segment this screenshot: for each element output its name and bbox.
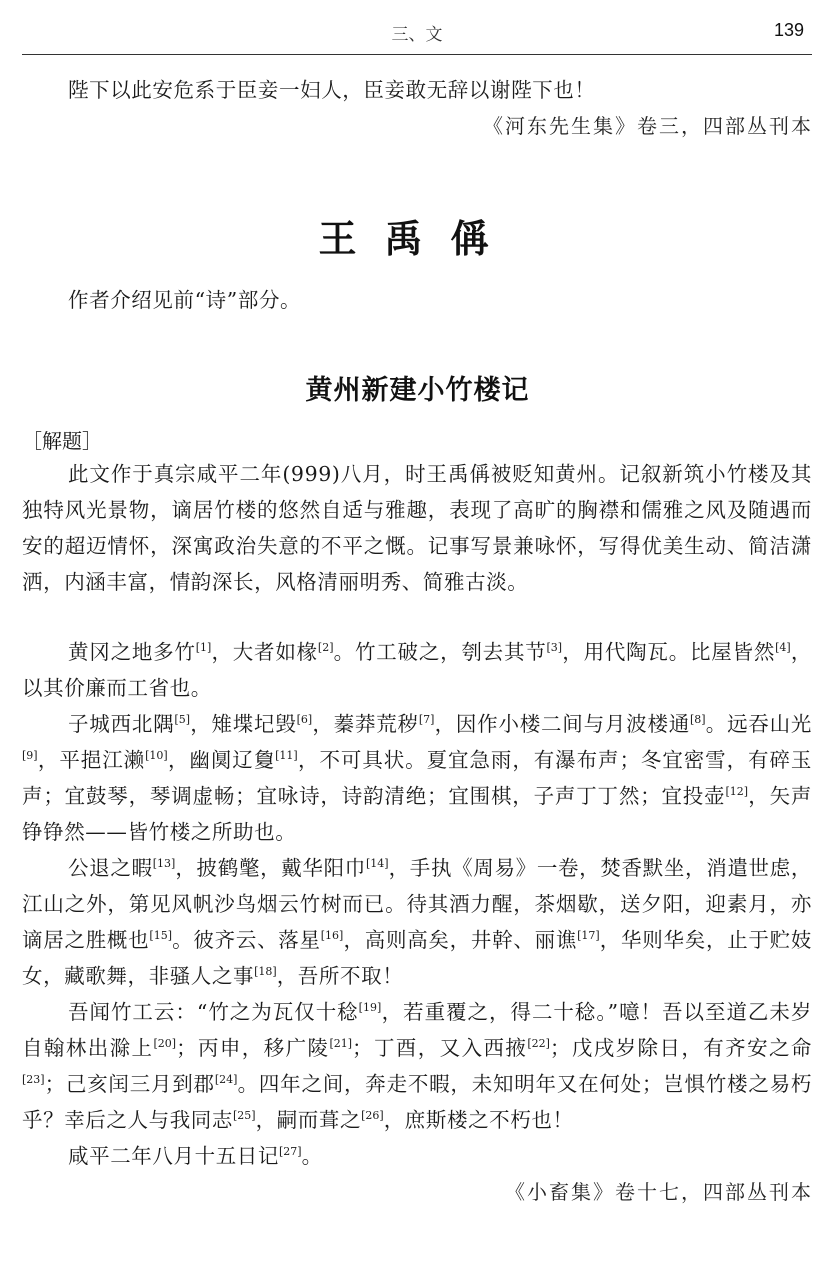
footnote-marker: [25]: [233, 1109, 256, 1123]
footnote-marker: [10]: [145, 749, 168, 763]
previous-text-last-line: 陛下以此安危系于臣妾一妇人，臣妾敢无辞以谢陛下也！: [68, 78, 596, 102]
footnote-marker: [1]: [195, 641, 212, 655]
section-title: 三、文: [391, 25, 443, 45]
footnote-marker: [24]: [214, 1073, 238, 1087]
footnote-marker: [18]: [254, 965, 277, 979]
footnote-marker: [6]: [296, 713, 313, 727]
footnote-marker: [3]: [546, 641, 563, 655]
essay-title: 黄州新建小竹楼记: [305, 375, 530, 406]
essay-source: 《小畜集》卷十七，四部丛刊本: [505, 1180, 813, 1204]
footnote-marker: [5]: [174, 713, 191, 727]
essay-paragraph-2: 子城西北隅[5]，雉堞圮毁[6]，蓁莽荒秽[7]，因作小楼二间与月波楼通[8]。远吞山光[9]，平挹江濑[10]，幽阒辽敻[11]，不可具状。夏宜急雨，有瀑布声；冬宜密雪，有碎玉声；宜鼓琴，琴调虚畅；宜咏诗，诗韵清绝；宜围棋，子声丁丁然；宜投壶[12]，矢声铮铮然——皆竹楼之所助也。: [22, 712, 813, 844]
footnote-marker: [9]: [22, 749, 38, 763]
essay-paragraph-5: 咸平二年八月十五日记[27]。: [68, 1144, 323, 1168]
footnote-marker: [4]: [775, 641, 791, 655]
previous-text-source: 《河东先生集》卷三，四部丛刊本: [483, 114, 813, 138]
essay-paragraph-3: 公退之暇[13]，披鹤氅，戴华阳巾[14]，手执《周易》一卷，焚香默坐，消遣世虑，江山之外，第见风帆沙鸟烟云竹树而已。待其酒力醒，茶烟歇，送夕阳，迎素月，亦谪居之胜概也[15]。彼齐云、落星[16]，高则高矣，井幹、丽谯[17]，华则华矣，止于贮妓女，藏歌舞，非骚人之事[18]，吾所不取！: [22, 856, 813, 988]
page-number: 139: [773, 20, 804, 40]
jieti-paragraph: 此文作于真宗咸平二年(999)八月，时王禹偁被贬知黄州。记叙新筑小竹楼及其独特风光景物，谪居竹楼的悠然自适与雅趣，表现了高旷的胸襟和儒雅之风及随遇而安的超迈情怀，深寓政治失意的不平之慨。记事写景兼咏怀，写得优美生动、简洁潇洒，内涵丰富，情韵深长，风格清丽明秀、简雅古淡。: [22, 462, 812, 594]
footnote-marker: [14]: [365, 857, 389, 871]
jieti-label: ［解题］: [22, 429, 102, 453]
footnote-marker: [27]: [279, 1145, 302, 1159]
author-intro: 作者介绍见前“诗”部分。: [68, 288, 302, 312]
footnote-marker: [11]: [275, 749, 298, 763]
footnote-marker: [23]: [22, 1073, 45, 1087]
essay-paragraph-1: 黄冈之地多竹[1]，大者如椽[2]。竹工破之，刳去其节[3]，用代陶瓦。比屋皆然[4]，以其价廉而工省也。: [22, 640, 813, 700]
footnote-marker: [22]: [527, 1037, 550, 1051]
footnote-marker: [21]: [329, 1037, 353, 1051]
author-name: 王禹偁: [318, 217, 517, 261]
footnote-marker: [2]: [317, 641, 334, 655]
footnote-marker: [8]: [690, 713, 706, 727]
footnote-marker: [19]: [358, 1001, 382, 1015]
footnote-marker: [15]: [149, 929, 172, 943]
essay-paragraph-4: 吾闻竹工云：“竹之为瓦仅十稔[19]，若重覆之，得二十稔。”噫！吾以至道乙未岁自翰林出滁上[20]；丙申，移广陵[21]；丁酉，又入西掖[22]；戊戌岁除日，有齐安之命[23]；己亥闰三月到郡[24]。四年之间，奔走不暇，未知明年又在何处；岂惧竹楼之易朽乎？幸后之人与我同志[25]，嗣而葺之[26]，庶斯楼之不朽也！: [22, 1000, 813, 1132]
footnote-marker: [16]: [320, 929, 344, 943]
footnote-marker: [7]: [418, 713, 435, 727]
footnote-marker: [12]: [725, 785, 749, 799]
footnote-marker: [26]: [361, 1109, 384, 1123]
footnote-marker: [20]: [153, 1037, 177, 1051]
footnote-marker: [17]: [577, 929, 600, 943]
footnote-marker: [13]: [152, 857, 176, 871]
running-header: [22, 0, 812, 55]
